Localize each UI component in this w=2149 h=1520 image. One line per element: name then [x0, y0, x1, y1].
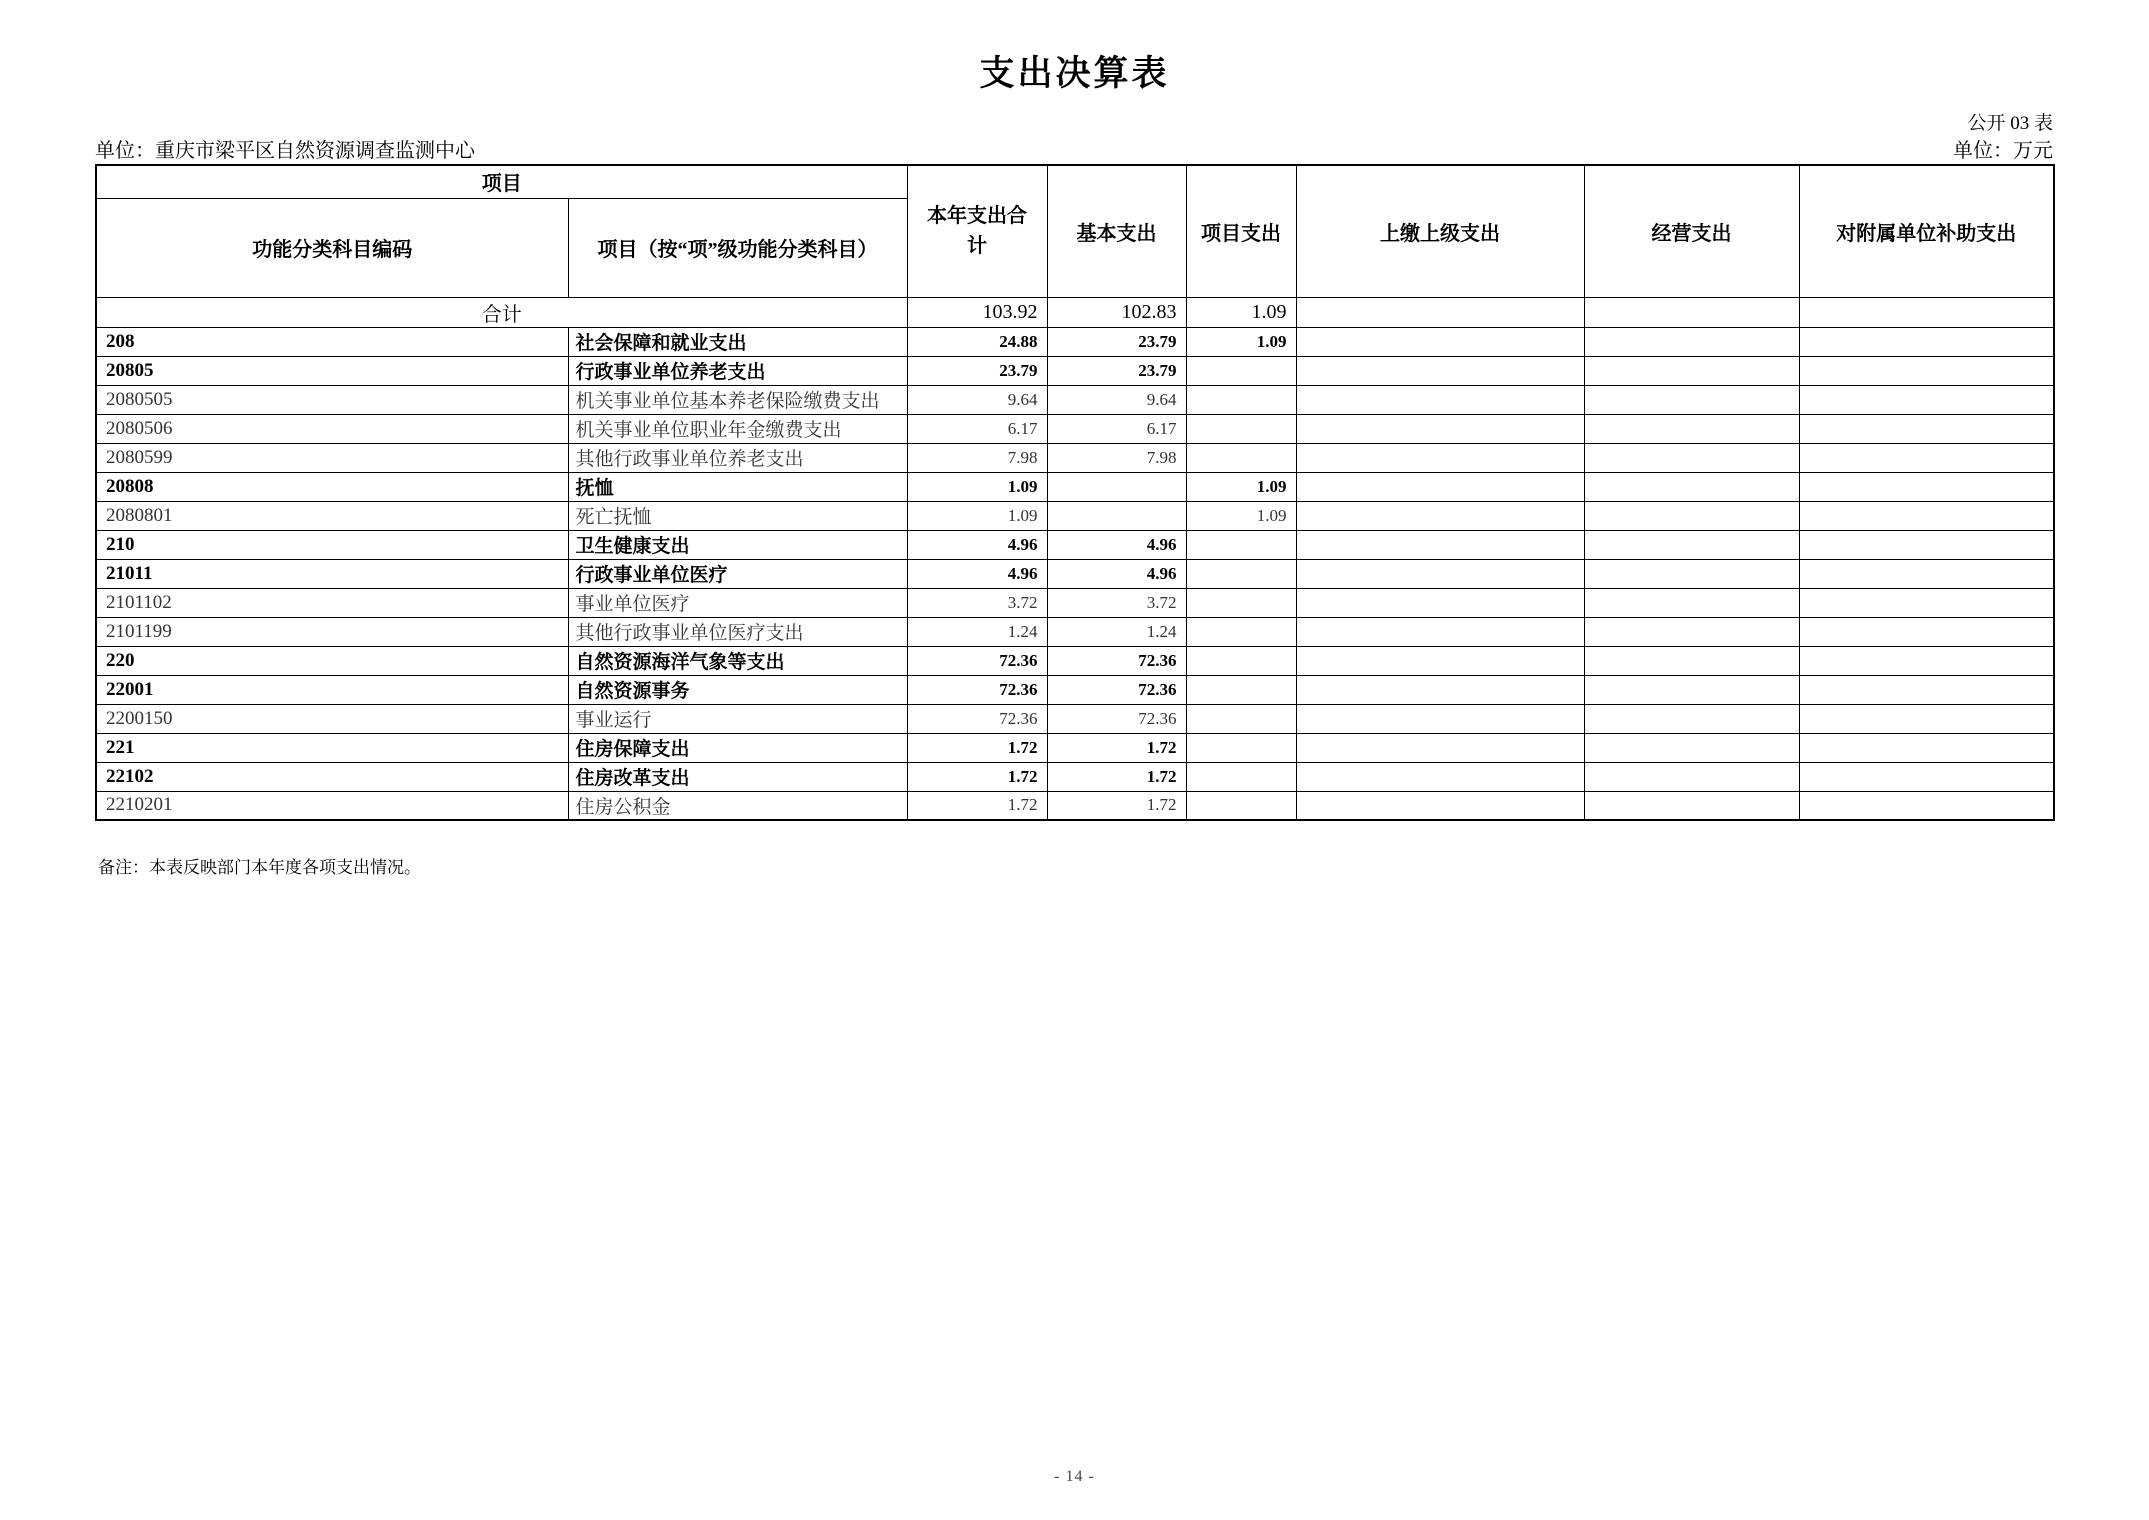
- cell-subsidy: [1799, 588, 2054, 617]
- cell-name: 住房改革支出: [568, 762, 907, 791]
- cell-code: 2101199: [96, 617, 568, 646]
- cell-name: 社会保障和就业支出: [568, 327, 907, 356]
- cell-operating: [1584, 762, 1799, 791]
- col-header-operating: 经营支出: [1584, 165, 1799, 297]
- cell-upper: [1296, 791, 1584, 820]
- cell-basic: 23.79: [1047, 327, 1186, 356]
- cell-name: 行政事业单位医疗: [568, 559, 907, 588]
- cell-project: [1186, 443, 1296, 472]
- cell-project: [1186, 646, 1296, 675]
- cell-upper: [1296, 472, 1584, 501]
- money-unit-label: 单位：万元: [1953, 140, 2053, 162]
- cell-subsidy: [1799, 791, 2054, 820]
- cell-project: 1.09: [1186, 501, 1296, 530]
- cell-code: 2210201: [96, 791, 568, 820]
- cell-operating: [1584, 791, 1799, 820]
- total-cell-upper: [1296, 297, 1584, 327]
- cell-project: [1186, 385, 1296, 414]
- cell-code: 220: [96, 646, 568, 675]
- table-row: [96, 327, 2054, 356]
- cell-project: [1186, 704, 1296, 733]
- table-row: [96, 414, 2054, 443]
- cell-basic: [1047, 472, 1186, 501]
- cell-upper: [1296, 704, 1584, 733]
- cell-total: 4.96: [907, 530, 1047, 559]
- cell-project: [1186, 762, 1296, 791]
- cell-project: [1186, 414, 1296, 443]
- cell-subsidy: [1799, 327, 2054, 356]
- cell-operating: [1584, 501, 1799, 530]
- cell-project: [1186, 791, 1296, 820]
- cell-subsidy: [1799, 385, 2054, 414]
- cell-operating: [1584, 472, 1799, 501]
- cell-total: 1.72: [907, 791, 1047, 820]
- cell-subsidy: [1799, 472, 2054, 501]
- total-label: 合计: [96, 297, 907, 327]
- cell-basic: [1047, 501, 1186, 530]
- cell-upper: [1296, 588, 1584, 617]
- cell-name: 住房公积金: [568, 791, 907, 820]
- col-header-basic: 基本支出: [1047, 165, 1186, 297]
- cell-code: 221: [96, 733, 568, 762]
- cell-subsidy: [1799, 762, 2054, 791]
- cell-code: 20808: [96, 472, 568, 501]
- total-cell-basic: 102.83: [1047, 297, 1186, 327]
- cell-name: 住房保障支出: [568, 733, 907, 762]
- unit-row: [95, 134, 2053, 163]
- cell-subsidy: [1799, 501, 2054, 530]
- cell-subsidy: [1799, 675, 2054, 704]
- cell-operating: [1584, 414, 1799, 443]
- cell-name: 卫生健康支出: [568, 530, 907, 559]
- cell-upper: [1296, 530, 1584, 559]
- cell-upper: [1296, 617, 1584, 646]
- cell-total: 23.79: [907, 356, 1047, 385]
- expenditure-table: [95, 164, 2055, 821]
- cell-total: 3.72: [907, 588, 1047, 617]
- cell-operating: [1584, 675, 1799, 704]
- cell-upper: [1296, 385, 1584, 414]
- cell-total: 6.17: [907, 414, 1047, 443]
- cell-project: [1186, 588, 1296, 617]
- table-row: [96, 385, 2054, 414]
- table-code-label: 公开 03 表: [1967, 113, 2053, 134]
- table-row: [96, 501, 2054, 530]
- cell-code: 2080599: [96, 443, 568, 472]
- cell-basic: 1.24: [1047, 617, 1186, 646]
- table-row: [96, 646, 2054, 675]
- table-row: [96, 588, 2054, 617]
- cell-operating: [1584, 646, 1799, 675]
- cell-code: 20805: [96, 356, 568, 385]
- cell-code: 2101102: [96, 588, 568, 617]
- col-group-project: 项目: [96, 165, 907, 198]
- cell-subsidy: [1799, 530, 2054, 559]
- page-title: 支出决算表: [979, 54, 1170, 93]
- cell-operating: [1584, 443, 1799, 472]
- cell-total: 7.98: [907, 443, 1047, 472]
- cell-project: [1186, 559, 1296, 588]
- col-header-upper: 上缴上级支出: [1296, 165, 1584, 297]
- cell-total: 72.36: [907, 675, 1047, 704]
- cell-operating: [1584, 327, 1799, 356]
- cell-name: 机关事业单位职业年金缴费支出: [568, 414, 907, 443]
- cell-project: [1186, 617, 1296, 646]
- cell-name: 抚恤: [568, 472, 907, 501]
- cell-basic: 4.96: [1047, 559, 1186, 588]
- cell-upper: [1296, 675, 1584, 704]
- cell-total: 4.96: [907, 559, 1047, 588]
- total-cell-subsidy: [1799, 297, 2054, 327]
- cell-basic: 1.72: [1047, 733, 1186, 762]
- cell-upper: [1296, 733, 1584, 762]
- cell-project: [1186, 675, 1296, 704]
- total-cell-operating: [1584, 297, 1799, 327]
- cell-operating: [1584, 385, 1799, 414]
- cell-operating: [1584, 617, 1799, 646]
- table-row: [96, 559, 2054, 588]
- header-group-row: [96, 165, 2054, 198]
- cell-operating: [1584, 530, 1799, 559]
- cell-basic: 7.98: [1047, 443, 1186, 472]
- cell-basic: 4.96: [1047, 530, 1186, 559]
- cell-subsidy: [1799, 414, 2054, 443]
- total-cell-project: 1.09: [1186, 297, 1296, 327]
- cell-operating: [1584, 733, 1799, 762]
- cell-total: 1.09: [907, 501, 1047, 530]
- table-row: [96, 356, 2054, 385]
- total-row: [96, 297, 2054, 327]
- cell-basic: 1.72: [1047, 762, 1186, 791]
- cell-project: 1.09: [1186, 472, 1296, 501]
- cell-upper: [1296, 356, 1584, 385]
- cell-code: 210: [96, 530, 568, 559]
- cell-name: 其他行政事业单位养老支出: [568, 443, 907, 472]
- cell-basic: 23.79: [1047, 356, 1186, 385]
- cell-total: 72.36: [907, 646, 1047, 675]
- cell-code: 2080506: [96, 414, 568, 443]
- cell-upper: [1296, 559, 1584, 588]
- cell-total: 1.09: [907, 472, 1047, 501]
- cell-subsidy: [1799, 356, 2054, 385]
- page-number: - 14 -: [1054, 1468, 1095, 1485]
- table-row: [96, 762, 2054, 791]
- cell-basic: 72.36: [1047, 646, 1186, 675]
- cell-name: 事业单位医疗: [568, 588, 907, 617]
- cell-name: 机关事业单位基本养老保险缴费支出: [568, 385, 907, 414]
- cell-name: 其他行政事业单位医疗支出: [568, 617, 907, 646]
- cell-subsidy: [1799, 617, 2054, 646]
- cell-upper: [1296, 443, 1584, 472]
- cell-operating: [1584, 704, 1799, 733]
- cell-name: 死亡抚恤: [568, 501, 907, 530]
- cell-basic: 3.72: [1047, 588, 1186, 617]
- cell-basic: 1.72: [1047, 791, 1186, 820]
- cell-code: 2080505: [96, 385, 568, 414]
- org-unit-label: 单位：重庆市梁平区自然资源调查监测中心: [95, 140, 475, 162]
- cell-total: 72.36: [907, 704, 1047, 733]
- cell-total: 1.72: [907, 733, 1047, 762]
- cell-name: 事业运行: [568, 704, 907, 733]
- table-row: [96, 733, 2054, 762]
- cell-basic: 9.64: [1047, 385, 1186, 414]
- cell-project: [1186, 530, 1296, 559]
- col-header-name: 项目（按“项”级功能分类科目）: [568, 198, 907, 297]
- col-header-code: 功能分类科目编码: [96, 198, 568, 297]
- cell-code: 208: [96, 327, 568, 356]
- cell-subsidy: [1799, 733, 2054, 762]
- cell-upper: [1296, 414, 1584, 443]
- cell-basic: 72.36: [1047, 704, 1186, 733]
- table-body: [96, 297, 2054, 820]
- cell-code: 21011: [96, 559, 568, 588]
- cell-subsidy: [1799, 443, 2054, 472]
- cell-operating: [1584, 559, 1799, 588]
- cell-name: 自然资源事务: [568, 675, 907, 704]
- cell-project: [1186, 356, 1296, 385]
- col-header-subsidy: 对附属单位补助支出: [1799, 165, 2054, 297]
- table-row: [96, 530, 2054, 559]
- cell-name: 自然资源海洋气象等支出: [568, 646, 907, 675]
- cell-code: 22102: [96, 762, 568, 791]
- cell-project: 1.09: [1186, 327, 1296, 356]
- table-row: [96, 443, 2054, 472]
- cell-name: 行政事业单位养老支出: [568, 356, 907, 385]
- cell-upper: [1296, 646, 1584, 675]
- cell-upper: [1296, 327, 1584, 356]
- table-row: [96, 617, 2054, 646]
- table-row: [96, 675, 2054, 704]
- table-row: [96, 704, 2054, 733]
- cell-operating: [1584, 356, 1799, 385]
- cell-upper: [1296, 762, 1584, 791]
- cell-basic: 72.36: [1047, 675, 1186, 704]
- cell-code: 2200150: [96, 704, 568, 733]
- col-header-project: 项目支出: [1186, 165, 1296, 297]
- cell-subsidy: [1799, 646, 2054, 675]
- cell-total: 1.24: [907, 617, 1047, 646]
- cell-subsidy: [1799, 704, 2054, 733]
- cell-project: [1186, 733, 1296, 762]
- cell-code: 22001: [96, 675, 568, 704]
- note: 备注：本表反映部门本年度各项支出情况。: [98, 858, 421, 877]
- cell-operating: [1584, 588, 1799, 617]
- cell-total: 9.64: [907, 385, 1047, 414]
- col-header-total: [907, 165, 1047, 297]
- col-header-total-text: 本年支出合计: [927, 205, 1027, 258]
- cell-upper: [1296, 501, 1584, 530]
- cell-basic: 6.17: [1047, 414, 1186, 443]
- table-row: [96, 472, 2054, 501]
- cell-total: 24.88: [907, 327, 1047, 356]
- cell-code: 2080801: [96, 501, 568, 530]
- cell-total: 1.72: [907, 762, 1047, 791]
- total-cell-total: 103.92: [907, 297, 1047, 327]
- table-row: [96, 791, 2054, 820]
- cell-subsidy: [1799, 559, 2054, 588]
